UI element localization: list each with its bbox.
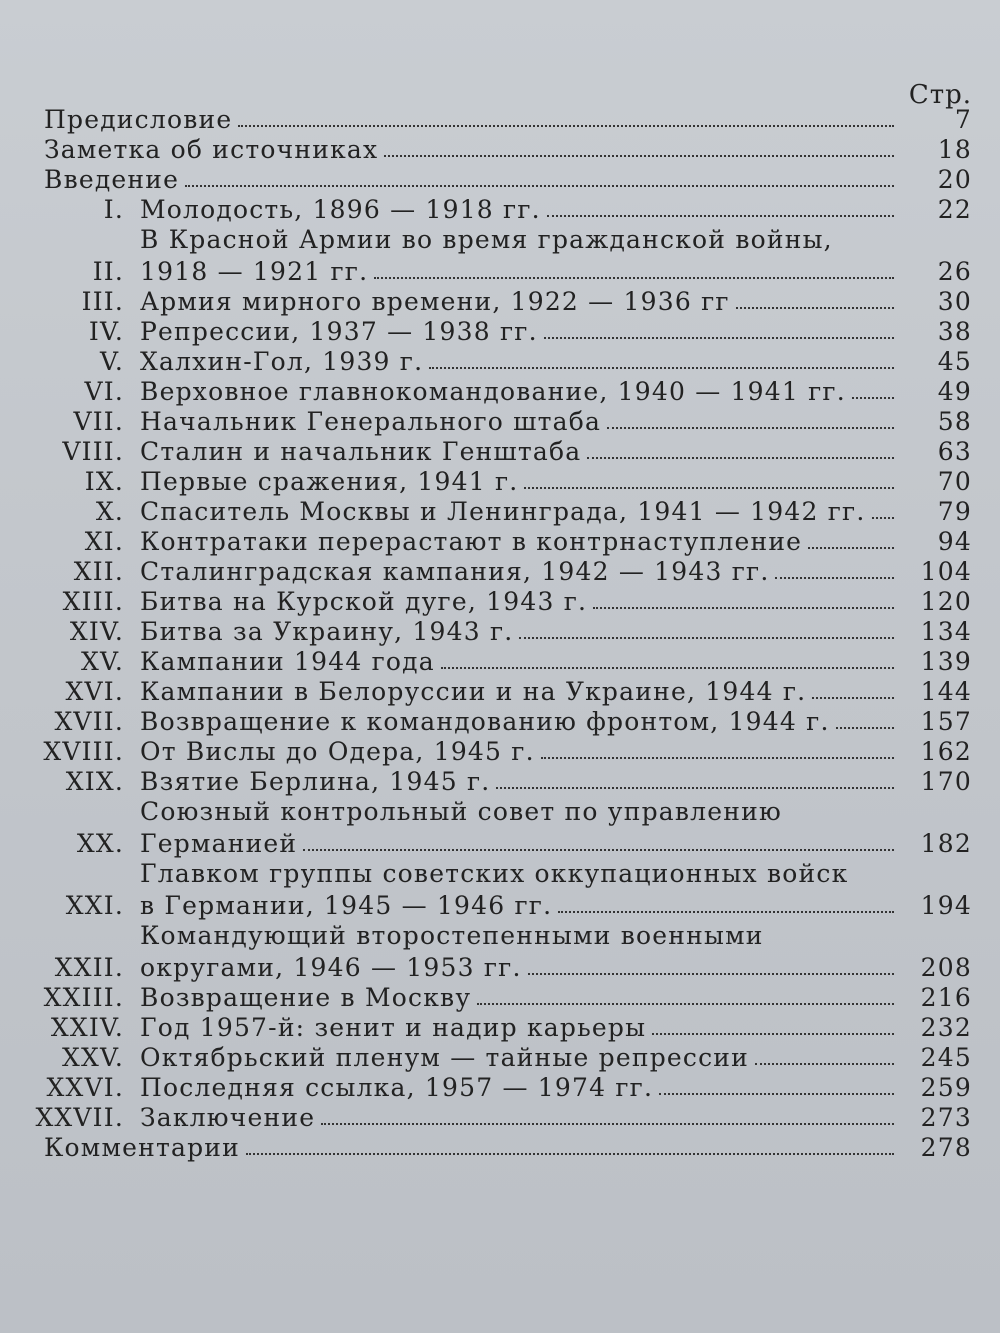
page-number: 216 (920, 983, 972, 1012)
page-number: 120 (920, 587, 972, 616)
toc-entry-title-continued: в Германии, 1945 — 1946 гг. (140, 891, 553, 920)
page-number: 22 (937, 195, 972, 224)
toc-entry (0, 224, 1000, 286)
toc-entry-title-block (140, 797, 902, 858)
chapter-number: XXVII. (35, 1103, 124, 1132)
dot-leader (246, 1153, 894, 1155)
chapter-number: XVIII. (43, 737, 124, 766)
toc-entry-line (140, 707, 902, 736)
toc-entry-title: Сталин и начальник Генштаба (140, 437, 582, 466)
chapter-number: XI. (84, 527, 124, 556)
toc-entry-title: В Красной Армии во время гражданской войны, (140, 225, 833, 254)
toc-entry-title-block (140, 859, 902, 920)
toc-entry-title-block (140, 921, 902, 982)
dot-leader (587, 457, 894, 459)
chapter-number: XXIV. (50, 1013, 124, 1042)
toc-entry (0, 1072, 1000, 1102)
page-number: 94 (937, 527, 972, 556)
chapter-number: XIII. (62, 587, 124, 616)
toc-entry-line (0, 135, 902, 164)
toc-entry (0, 676, 1000, 706)
dot-leader (547, 215, 894, 217)
page-number: 170 (920, 767, 972, 796)
chapter-number: II. (92, 257, 124, 286)
toc-entry-title: Репрессии, 1937 — 1938 гг. (140, 317, 538, 346)
toc-entry-line (140, 527, 902, 556)
toc-entry-title-continued: округами, 1946 — 1953 гг. (140, 953, 522, 982)
page-number: 259 (920, 1073, 972, 1102)
toc-entry-title: Введение (44, 165, 180, 194)
page-number: 134 (920, 617, 972, 646)
toc-entry-title-continued: 1918 — 1921 гг. (140, 257, 369, 286)
toc-entry-title: Заключение (140, 1103, 316, 1132)
chapter-number: X. (95, 497, 124, 526)
page-number: 245 (920, 1043, 972, 1072)
toc-entry (0, 466, 1000, 496)
page-number: 79 (937, 497, 972, 526)
dot-leader (384, 155, 894, 157)
dot-leader (374, 277, 894, 279)
chapter-number: XII. (73, 557, 124, 586)
toc-entry-title: Контратаки перерастают в контрнаступление (140, 527, 803, 556)
toc-entry (0, 194, 1000, 224)
dot-leader (496, 787, 894, 789)
toc-entry-title: От Вислы до Одера, 1945 г. (140, 737, 535, 766)
toc-entry-title: Начальник Генерального штаба (140, 407, 602, 436)
dot-leader (238, 125, 894, 127)
toc-entry-line (140, 737, 902, 766)
toc-entry-title: Сталинградская кампания, 1942 — 1943 гг. (140, 557, 770, 586)
page-number: 104 (920, 557, 972, 586)
toc-entry-title: Последняя ссылка, 1957 — 1974 гг. (140, 1073, 654, 1102)
toc-entry-line (140, 347, 902, 376)
toc-entry (0, 316, 1000, 346)
page-number: 38 (937, 317, 972, 346)
toc-entry (0, 104, 1000, 134)
dot-leader (808, 547, 894, 549)
toc-entry-line (140, 317, 902, 346)
chapter-number: XXIII. (43, 983, 124, 1012)
toc-entry-line (140, 467, 902, 496)
dot-leader (607, 427, 894, 429)
chapter-number: VII. (73, 407, 124, 436)
page-number: 26 (937, 257, 972, 286)
toc-entry-line (140, 497, 902, 526)
chapter-number: IX. (84, 467, 124, 496)
toc-entry-line (140, 195, 902, 224)
chapter-number: VI. (84, 377, 124, 406)
toc-entry-line (140, 829, 902, 858)
chapter-number: III. (81, 287, 124, 316)
toc-entry-title-continued: Германией (140, 829, 298, 858)
toc-entry (0, 526, 1000, 556)
page-number: 194 (920, 891, 972, 920)
toc-entry-line (140, 407, 902, 436)
toc-entry (0, 766, 1000, 796)
dot-leader (755, 1063, 894, 1065)
page-number: 58 (937, 407, 972, 436)
dot-leader (736, 307, 894, 309)
toc-entry-line (140, 983, 902, 1012)
toc-entry-title: Предисловие (44, 105, 233, 134)
toc-entry (0, 164, 1000, 194)
dot-leader (593, 607, 894, 609)
chapter-number: XV. (80, 647, 124, 676)
toc-entry-line (140, 257, 902, 286)
toc-entry (0, 1102, 1000, 1132)
toc-entry-line (140, 437, 902, 466)
page-number: 49 (937, 377, 972, 406)
dot-leader (812, 697, 894, 699)
toc-entry-line (140, 587, 902, 616)
toc-entry-line (140, 891, 902, 920)
toc-entry-title: Кампании 1944 года (140, 647, 435, 676)
toc-entry (0, 1042, 1000, 1072)
toc-entry-line (140, 1103, 902, 1132)
toc-entry-title: Армия мирного времени, 1922 — 1936 гг (140, 287, 730, 316)
toc-entry-title: Заметка об источниках (44, 135, 379, 164)
page-number: 273 (920, 1103, 972, 1132)
toc-entry-title: Битва за Украину, 1943 г. (140, 617, 514, 646)
toc-entry (0, 920, 1000, 982)
chapter-number: XIX. (65, 767, 124, 796)
chapter-number: IV. (88, 317, 124, 346)
page-number: 278 (920, 1133, 972, 1162)
toc-entry (0, 436, 1000, 466)
dot-leader (429, 367, 894, 369)
page-number: 63 (937, 437, 972, 466)
toc-entry (0, 406, 1000, 436)
dot-leader (852, 397, 894, 399)
toc-entry-title: Год 1957-й: зенит и надир карьеры (140, 1013, 647, 1042)
page-number: 157 (920, 707, 972, 736)
toc-entry-title: Союзный контрольный совет по управлению (140, 797, 782, 826)
dot-leader (659, 1093, 894, 1095)
dot-leader (519, 637, 894, 639)
toc-entry-title: Возвращение к командованию фронтом, 1944 г. (140, 707, 830, 736)
toc-entry (0, 346, 1000, 376)
toc-entry (0, 586, 1000, 616)
table-of-contents (0, 104, 1000, 1162)
page-number: 232 (920, 1013, 972, 1042)
dot-leader (477, 1003, 894, 1005)
toc-entry (0, 286, 1000, 316)
toc-entry-line (140, 1073, 902, 1102)
chapter-number: VIII. (62, 437, 124, 466)
page-number: 70 (937, 467, 972, 496)
toc-entry-line (140, 677, 902, 706)
dot-leader (558, 911, 894, 913)
toc-entry-title: Октябрьский пленум — тайные репрессии (140, 1043, 750, 1072)
toc-entry-line (0, 1133, 902, 1162)
toc-entry (0, 982, 1000, 1012)
toc-entry-line (140, 1013, 902, 1042)
toc-entry-title: Возвращение в Москву (140, 983, 472, 1012)
chapter-number: XIV. (69, 617, 124, 646)
dot-leader (544, 337, 894, 339)
toc-entry-line (140, 287, 902, 316)
page-column-header: Стр. (908, 80, 972, 110)
toc-entry-title: Взятие Берлина, 1945 г. (140, 767, 491, 796)
toc-entry (0, 796, 1000, 858)
toc-entry-title: Командующий второстепенными военными (140, 921, 764, 950)
toc-entry (0, 706, 1000, 736)
toc-entry-line (140, 767, 902, 796)
toc-entry-line (140, 617, 902, 646)
page-number: 30 (937, 287, 972, 316)
dot-leader (652, 1033, 894, 1035)
chapter-number: I. (103, 195, 124, 224)
toc-entry-title: Халхин-Гол, 1939 г. (140, 347, 424, 376)
toc-entry (0, 376, 1000, 406)
dot-leader (872, 517, 894, 519)
chapter-number: XXV. (61, 1043, 124, 1072)
toc-entry (0, 736, 1000, 766)
toc-entry (0, 1132, 1000, 1162)
toc-entry (0, 858, 1000, 920)
chapter-number: XXII. (54, 953, 124, 982)
page-number: 208 (920, 953, 972, 982)
page-number: 182 (920, 829, 972, 858)
toc-entry-title: Верховное главнокомандование, 1940 — 1941 гг. (140, 377, 846, 406)
page-number: 18 (937, 135, 972, 164)
chapter-number: XVI. (65, 677, 124, 706)
page-number: 45 (937, 347, 972, 376)
page-number: 162 (920, 737, 972, 766)
chapter-number: XX. (76, 829, 124, 858)
chapter-number: XXI. (65, 891, 124, 920)
toc-entry (0, 134, 1000, 164)
toc-entry-title: Молодость, 1896 — 1918 гг. (140, 195, 541, 224)
dot-leader (775, 577, 894, 579)
dot-leader (303, 849, 894, 851)
toc-entry-title: Кампании в Белоруссии и на Украине, 1944 г. (140, 677, 807, 706)
toc-entry-line (140, 953, 902, 982)
toc-entry (0, 616, 1000, 646)
dot-leader (321, 1123, 894, 1125)
chapter-number: XVII. (54, 707, 124, 736)
toc-entry (0, 496, 1000, 526)
toc-entry-title: Спаситель Москвы и Ленинграда, 1941 — 1942 гг. (140, 497, 866, 526)
toc-entry-line (0, 105, 902, 134)
toc-entry-line (140, 557, 902, 586)
dot-leader (541, 757, 894, 759)
chapter-number: V. (99, 347, 124, 376)
dot-leader (524, 487, 894, 489)
page-number: 139 (920, 647, 972, 676)
toc-entry-title: Битва на Курской дуге, 1943 г. (140, 587, 588, 616)
dot-leader (441, 667, 894, 669)
toc-entry-line (0, 165, 902, 194)
toc-entry-title: Первые сражения, 1941 г. (140, 467, 519, 496)
toc-entry (0, 1012, 1000, 1042)
dot-leader (528, 973, 894, 975)
dot-leader (185, 185, 894, 187)
toc-entry-line (140, 377, 902, 406)
toc-entry-title: Комментарии (44, 1133, 241, 1162)
chapter-number: XXVI. (46, 1073, 124, 1102)
toc-entry-title-block (140, 225, 902, 286)
page-number: 7 (954, 105, 972, 134)
toc-entry-line (140, 647, 902, 676)
toc-entry (0, 646, 1000, 676)
toc-entry-title: Главком группы советских оккупационных войск (140, 859, 849, 888)
page-number: 144 (920, 677, 972, 706)
page-number: 20 (937, 165, 972, 194)
dot-leader (836, 727, 894, 729)
toc-entry (0, 556, 1000, 586)
toc-entry-line (140, 1043, 902, 1072)
